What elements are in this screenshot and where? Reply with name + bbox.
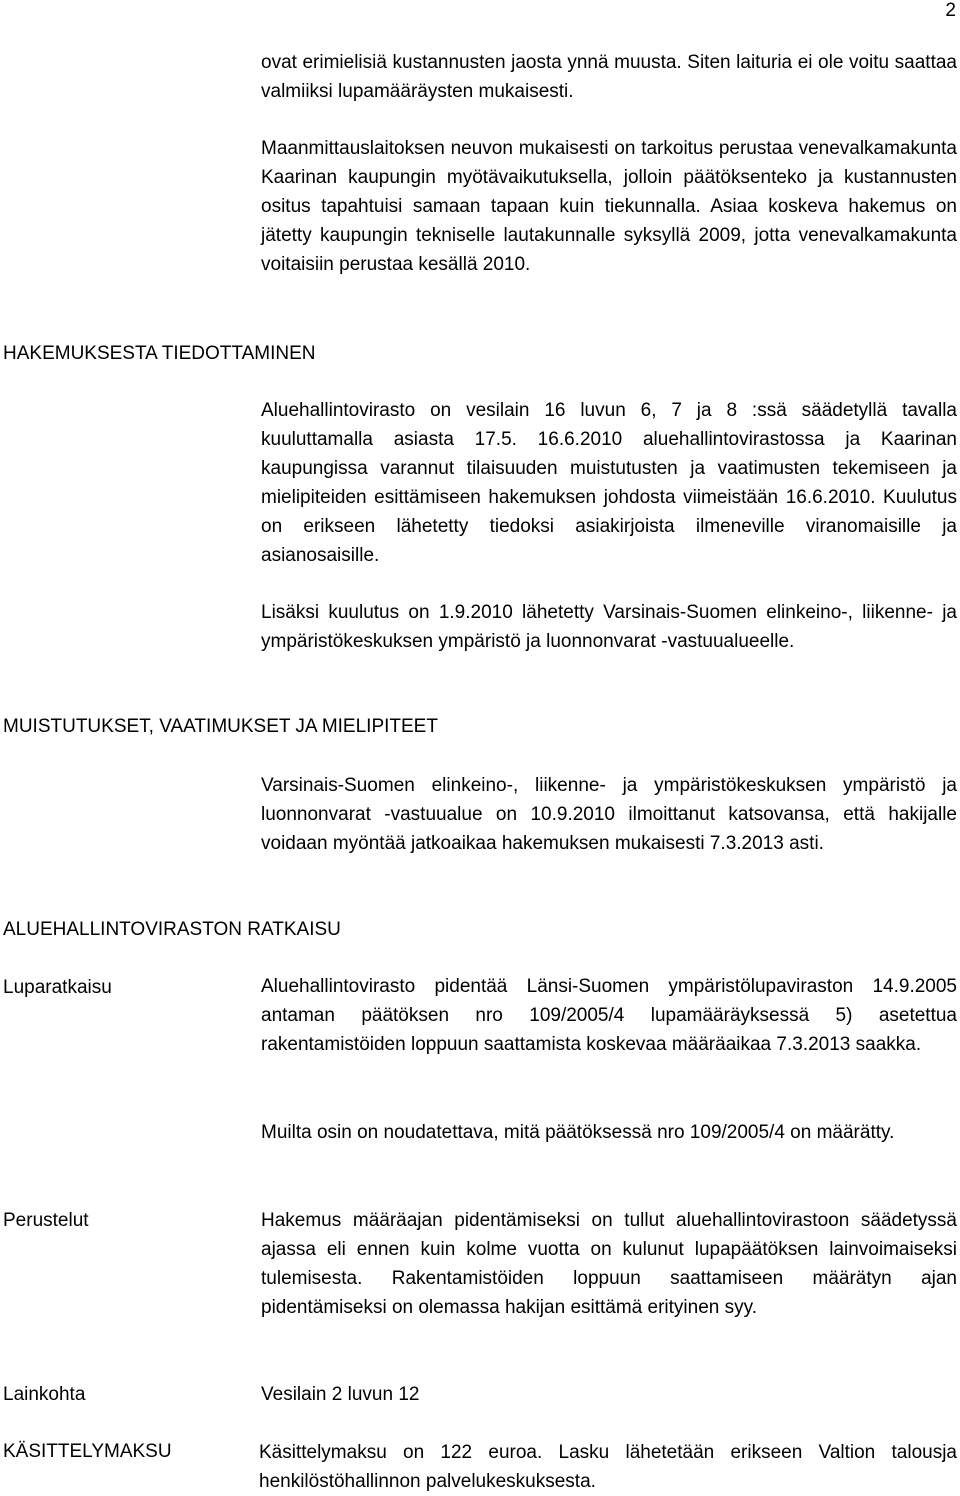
heading-muistutukset: MUISTUTUKSET, VAATIMUKSET JA MIELIPITEET: [3, 716, 438, 737]
heading-hakemuksesta-tiedottaminen: HAKEMUKSESTA TIEDOTTAMINEN: [3, 343, 316, 364]
paragraph-lisaksi-kuulutus: Lisäksi kuulutus on 1.9.2010 lähetetty Varsinais-Suomen elinkeino-, liikenne- ja ympäristökeskuksen ympäristö ja luonnonvarat -vastuualueelle.: [261, 602, 957, 652]
label-lainkohta: Lainkohta: [3, 1384, 86, 1405]
paragraph-ely-lausunto: Varsinais-Suomen elinkeino-, liikenne- ja ympäristökeskuksen ympäristö ja luonnonvarat -vastuualue on 10.9.2010 ilmoittanut katsovansa, että hakijalle voidaan myöntää jatkoaikaa hakemuksen mukaisesti 7.3.2013 asti.: [261, 775, 957, 854]
label-luparatkaisu: Luparatkaisu: [3, 977, 112, 998]
heading-ratkaisu: ALUEHALLINTOVIRASTON RATKAISU: [3, 919, 341, 940]
paragraph-laituri: ovat erimielisiä kustannusten jaosta ynnä muusta. Siten laituria ei ole voitu saattaa valmiiksi lupamääräysten mukaisesti.: [261, 52, 957, 102]
paragraph-kuulutus: Aluehallintovirasto on vesilain 16 luvun 6, 7 ja 8 :ssä säädetyllä tavalla kuuluttamalla asiasta 17.5. 16.6.2010 aluehallintovirastossa ja Kaarinan kaupungissa varannut tilaisuuden muistutusten ja vaatimusten tekemiseen ja mielipiteiden esittämiseen hakemuksen johdosta viimeistään 16.6.2010. Kuulutus on erikseen lähetetty tiedoksi asiakirjoista ilmeneville viranomaisille ja asianosaisille.: [261, 400, 957, 566]
page-number: 2: [945, 0, 956, 21]
paragraph-venevalkamakunta: Maanmittauslaitoksen neuvon mukaisesti on tarkoitus perustaa venevalkamakunta Kaarinan kaupungin myötävaikutuksella, jolloin päätöksenteko ja kustannusten ositus tapahtuisi samaan tapaan kuin tiekunnalla. Asiaa koskeva hakemus on jätetty kaupungin tekniselle lautakunnalle syksyllä 2009, jotta venevalkamakunta voitaisiin perustaa kesällä 2010.: [261, 138, 957, 275]
paragraph-muilta-osin: Muilta osin on noudatettava, mitä päätöksessä nro 109/2005/4 on määrätty.: [261, 1122, 895, 1143]
paragraph-perustelut: Hakemus määräajan pidentämiseksi on tullut aluehallintovirastoon säädetyssä ajassa eli ennen kuin kolme vuotta on kulunut lupapäätöksen lainvoimaiseksi tulemisesta. Rakentamistöiden loppuun saattamiseen määrätyn ajan pidentämiseksi on olemassa hakijan esittämä erityinen syy.: [261, 1210, 957, 1318]
paragraph-kasittelymaksu: Käsittelymaksu on 122 euroa. Lasku lähetetään erikseen Valtion talousja henkilöstöhallinnon palvelukeskuksesta.: [259, 1442, 957, 1492]
paragraph-luparatkaisu: Aluehallintovirasto pidentää Länsi-Suomen ympäristölupaviraston 14.9.2005 antaman päätöksen nro 109/2005/4 lupamääräyksessä 5) asetettua rakentamistöiden loppuun saattamista koskevaa määräaikaa 7.3.2013 saakka.: [261, 976, 957, 1055]
label-perustelut: Perustelut: [3, 1210, 89, 1231]
heading-kasittelymaksu: KÄSITTELYMAKSU: [3, 1441, 172, 1462]
paragraph-lainkohta: Vesilain 2 luvun 12: [261, 1384, 420, 1405]
